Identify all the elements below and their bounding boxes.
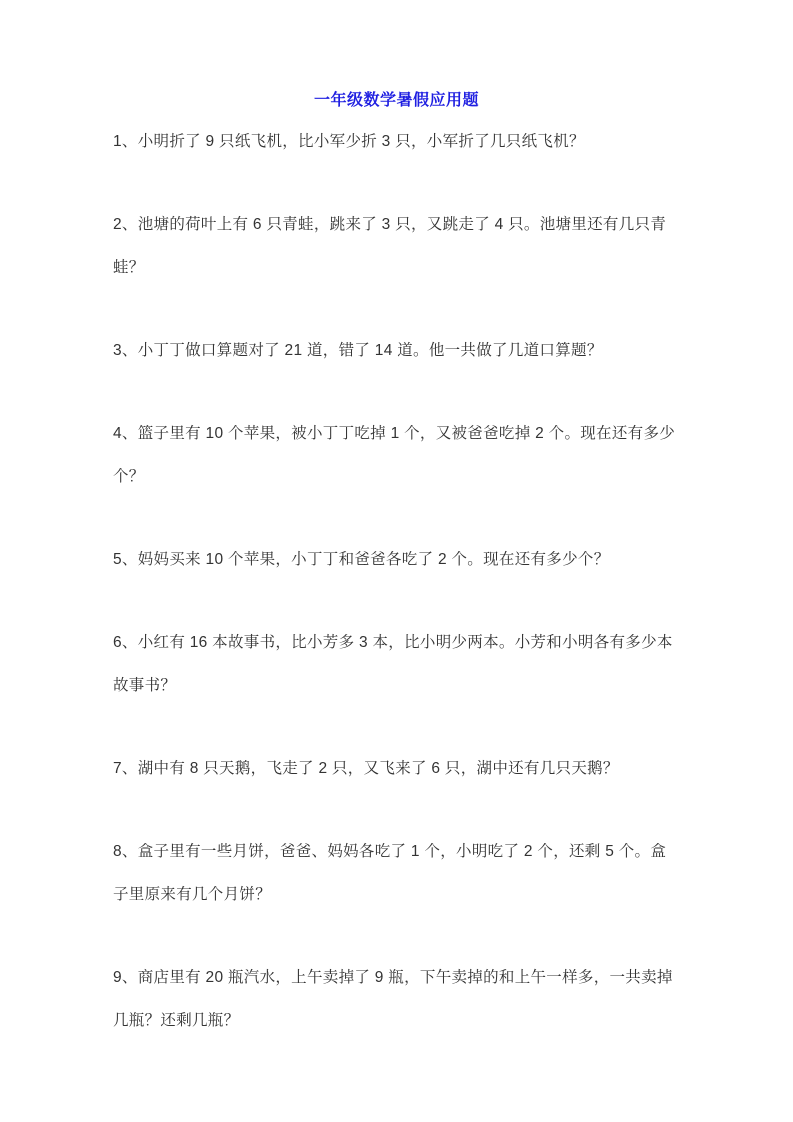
- question-8: 8、盒子里有一些月饼，爸爸、妈妈各吃了 1 个，小明吃了 2 个，还剩 5 个。盒子里原来有几个月饼？: [113, 843, 667, 903]
- question-6: 6、小红有 16 本故事书，比小芳多 3 本，比小明少两本。小芳和小明各有多少本故事书？: [113, 634, 673, 694]
- question-2: 2、池塘的荷叶上有 6 只青蛙，跳来了 3 只，又跳走了 4 只。池塘里还有几只青蛙？: [113, 216, 667, 276]
- question-3: 3、小丁丁做口算题对了 21 道，错了 14 道。他一共做了几道口算题？: [113, 342, 603, 359]
- question-1: 1、小明折了 9 只纸飞机，比小军少折 3 只，小军折了几只纸飞机？: [113, 133, 585, 150]
- question-5: 5、妈妈买来 10 个苹果，小丁丁和爸爸各吃了 2 个。现在还有多少个？: [113, 551, 610, 568]
- question-4: 4、篮子里有 10 个苹果，被小丁丁吃掉 1 个，又被爸爸吃掉 2 个。现在还有多少个？: [113, 425, 676, 485]
- page-title: 一年级数学暑假应用题: [313, 92, 479, 109]
- question-9: 9、商店里有 20 瓶汽水，上午卖掉了 9 瓶，下午卖掉的和上午一样多，一共卖掉几瓶？还剩几瓶？: [113, 969, 673, 1029]
- question-7: 7、湖中有 8 只天鹅，飞走了 2 只，又飞来了 6 只，湖中还有几只天鹅？: [113, 760, 619, 777]
